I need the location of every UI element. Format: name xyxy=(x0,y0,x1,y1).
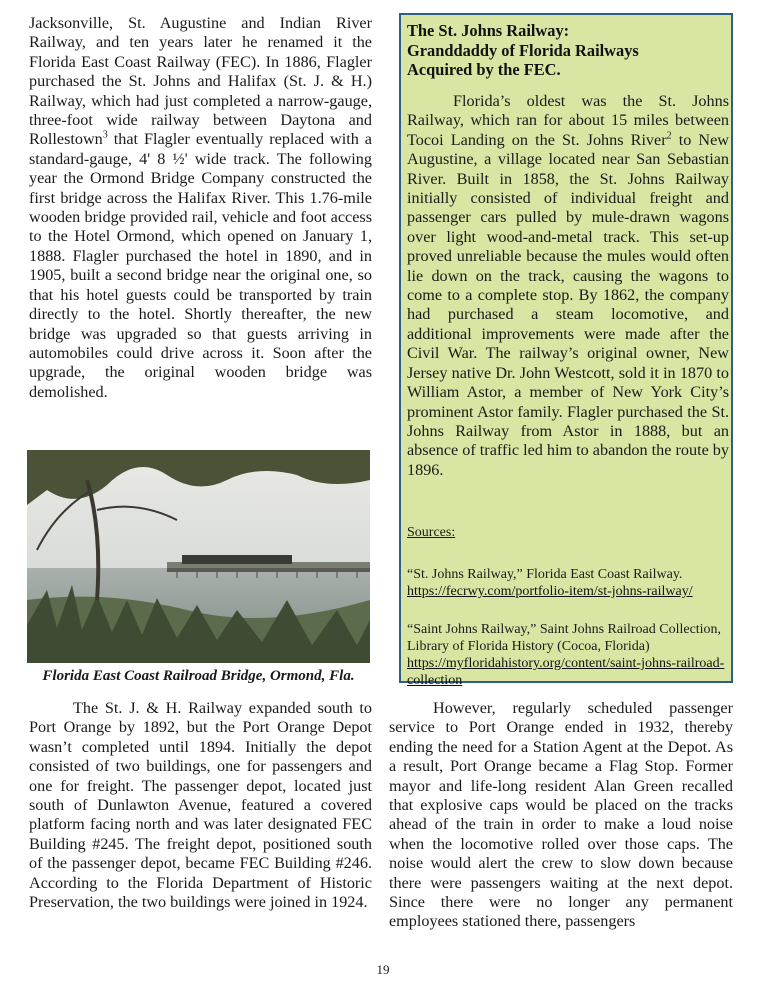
sidebar-box xyxy=(399,13,733,688)
footnote-marker: 3 xyxy=(102,130,108,142)
footnote-marker: 2 xyxy=(666,130,672,142)
bridge-photo xyxy=(27,450,370,663)
sidebar-text: Florida’s oldest was the St. Johns Railway, which ran for about 15 miles between Tocoi Landing on the St. Johns River xyxy=(407,92,729,149)
source-link[interactable]: https://fecrwy.com/portfolio-item/st-johns-railway/ xyxy=(407,584,693,599)
source-citation: “Saint Johns Railway,” Saint Johns Railroad Collection, Library of Florida History (Cocoa, Florida) xyxy=(407,622,722,654)
source-entry xyxy=(407,566,729,600)
sidebar-title-line: Acquired by the FEC. xyxy=(407,60,561,80)
left-column-bottom-text xyxy=(29,699,372,912)
sidebar-title xyxy=(407,21,727,80)
source-citation: “St. Johns Railway,” Florida East Coast Railway. xyxy=(407,567,683,582)
source-entry xyxy=(407,621,729,689)
paragraph-text: Jacksonville, St. Augustine and Indian River Railway, and ten years later he renamed it the Florida East Coast Railway (FEC). In 1886, Flagler purchased the St. Johns and Halifax (St. J. & H.) Railway, which had just completed a narrow-gauge, three-foot wide railway between Daytona and Rollestown xyxy=(29,14,372,149)
page-number: 19 xyxy=(376,962,390,977)
photo-caption: Florida East Coast Railroad Bridge, Ormond, Fla. xyxy=(42,668,355,684)
paragraph-text: The St. J. & H. Railway expanded south to Port Orange by 1892, but the Port Orange Depot wasn’t completed until 1894. Initially the depot consisted of two buildings, one for passengers and one for freight. The passenger depot, located just south of Dunlawton Avenue, featured a covered platform facing north and was later designated FEC Building #245. The freight depot, positioned south of the passenger depot, became FEC Building #246. According to the Florida Department of Historic Preservation, the two buildings were joined in 1924. xyxy=(29,699,372,912)
sources-label: Sources: xyxy=(407,525,456,540)
sidebar-body xyxy=(407,92,729,480)
source-link[interactable]: https://myfloridahistory.org/content/saint-johns-railroad-collection xyxy=(407,656,725,688)
left-column-top-text xyxy=(29,14,372,402)
sidebar-text-continued: to New Augustine, a village located near San Sebastian River. Built in 1858, the St. Johns Railway initially consisted of individual freight and passenger cars pulled by mule-drawn wagons over light wood-and-metal track. This set-up proved unreliable because the mules would often lie down on the track, causing the wagons to come to a complete stop. By 1862, the company had purchased a steam locomotive, and additional improvements were made after the Civil War. The railway’s original owner, New Jersey native Dr. John Westcott, sold it in 1870 to William Astor, a member of New York City’s prominent Astor family. Flagler purchased the St. Johns Railway from Astor in 1888, but an absence of traffic led him to abandon the route by 1896. xyxy=(407,130,729,479)
right-column-bottom-text xyxy=(389,699,733,932)
paragraph-text: However, regularly scheduled passenger service to Port Orange ended in 1932, thereby ending the need for a Station Agent at the Depot. As a result, Port Orange became a Flag Stop. Former mayor and life-long resident Alan Green recalled that explosive caps would be placed on the tracks ahead of the train in order to make a loud noise when the locomotive rolled over those caps. The noise would alert the crew to slow down because there were passengers waiting at the next depot. Since there were no longer any permanent employees stationed there, passengers xyxy=(389,699,733,931)
sidebar-title-line: The St. Johns Railway: xyxy=(407,21,570,40)
sidebar-title-line: Granddaddy of Florida Railways xyxy=(407,40,639,60)
paragraph-text-continued: that Flagler eventually replaced with a standard-gauge, 4' 8 ½' wide track. The following year the Ormond Bridge Company constructed the first bridge across the Halifax River. This 1.76-mile wooden bridge provided rail, vehicle and foot access to the Hotel Ormond, which opened on January 1, 1888. Flagler purchased the hotel in 1890, and in 1905, built a second bridge near the original one, so that his hotel guests could be transported by train directly to the hotel. Shortly thereafter, the new bridge was upgraded so that guests arriving in automobiles could drive across it. Soon after the upgrade, the original wooden bridge was demolished. xyxy=(29,130,372,401)
